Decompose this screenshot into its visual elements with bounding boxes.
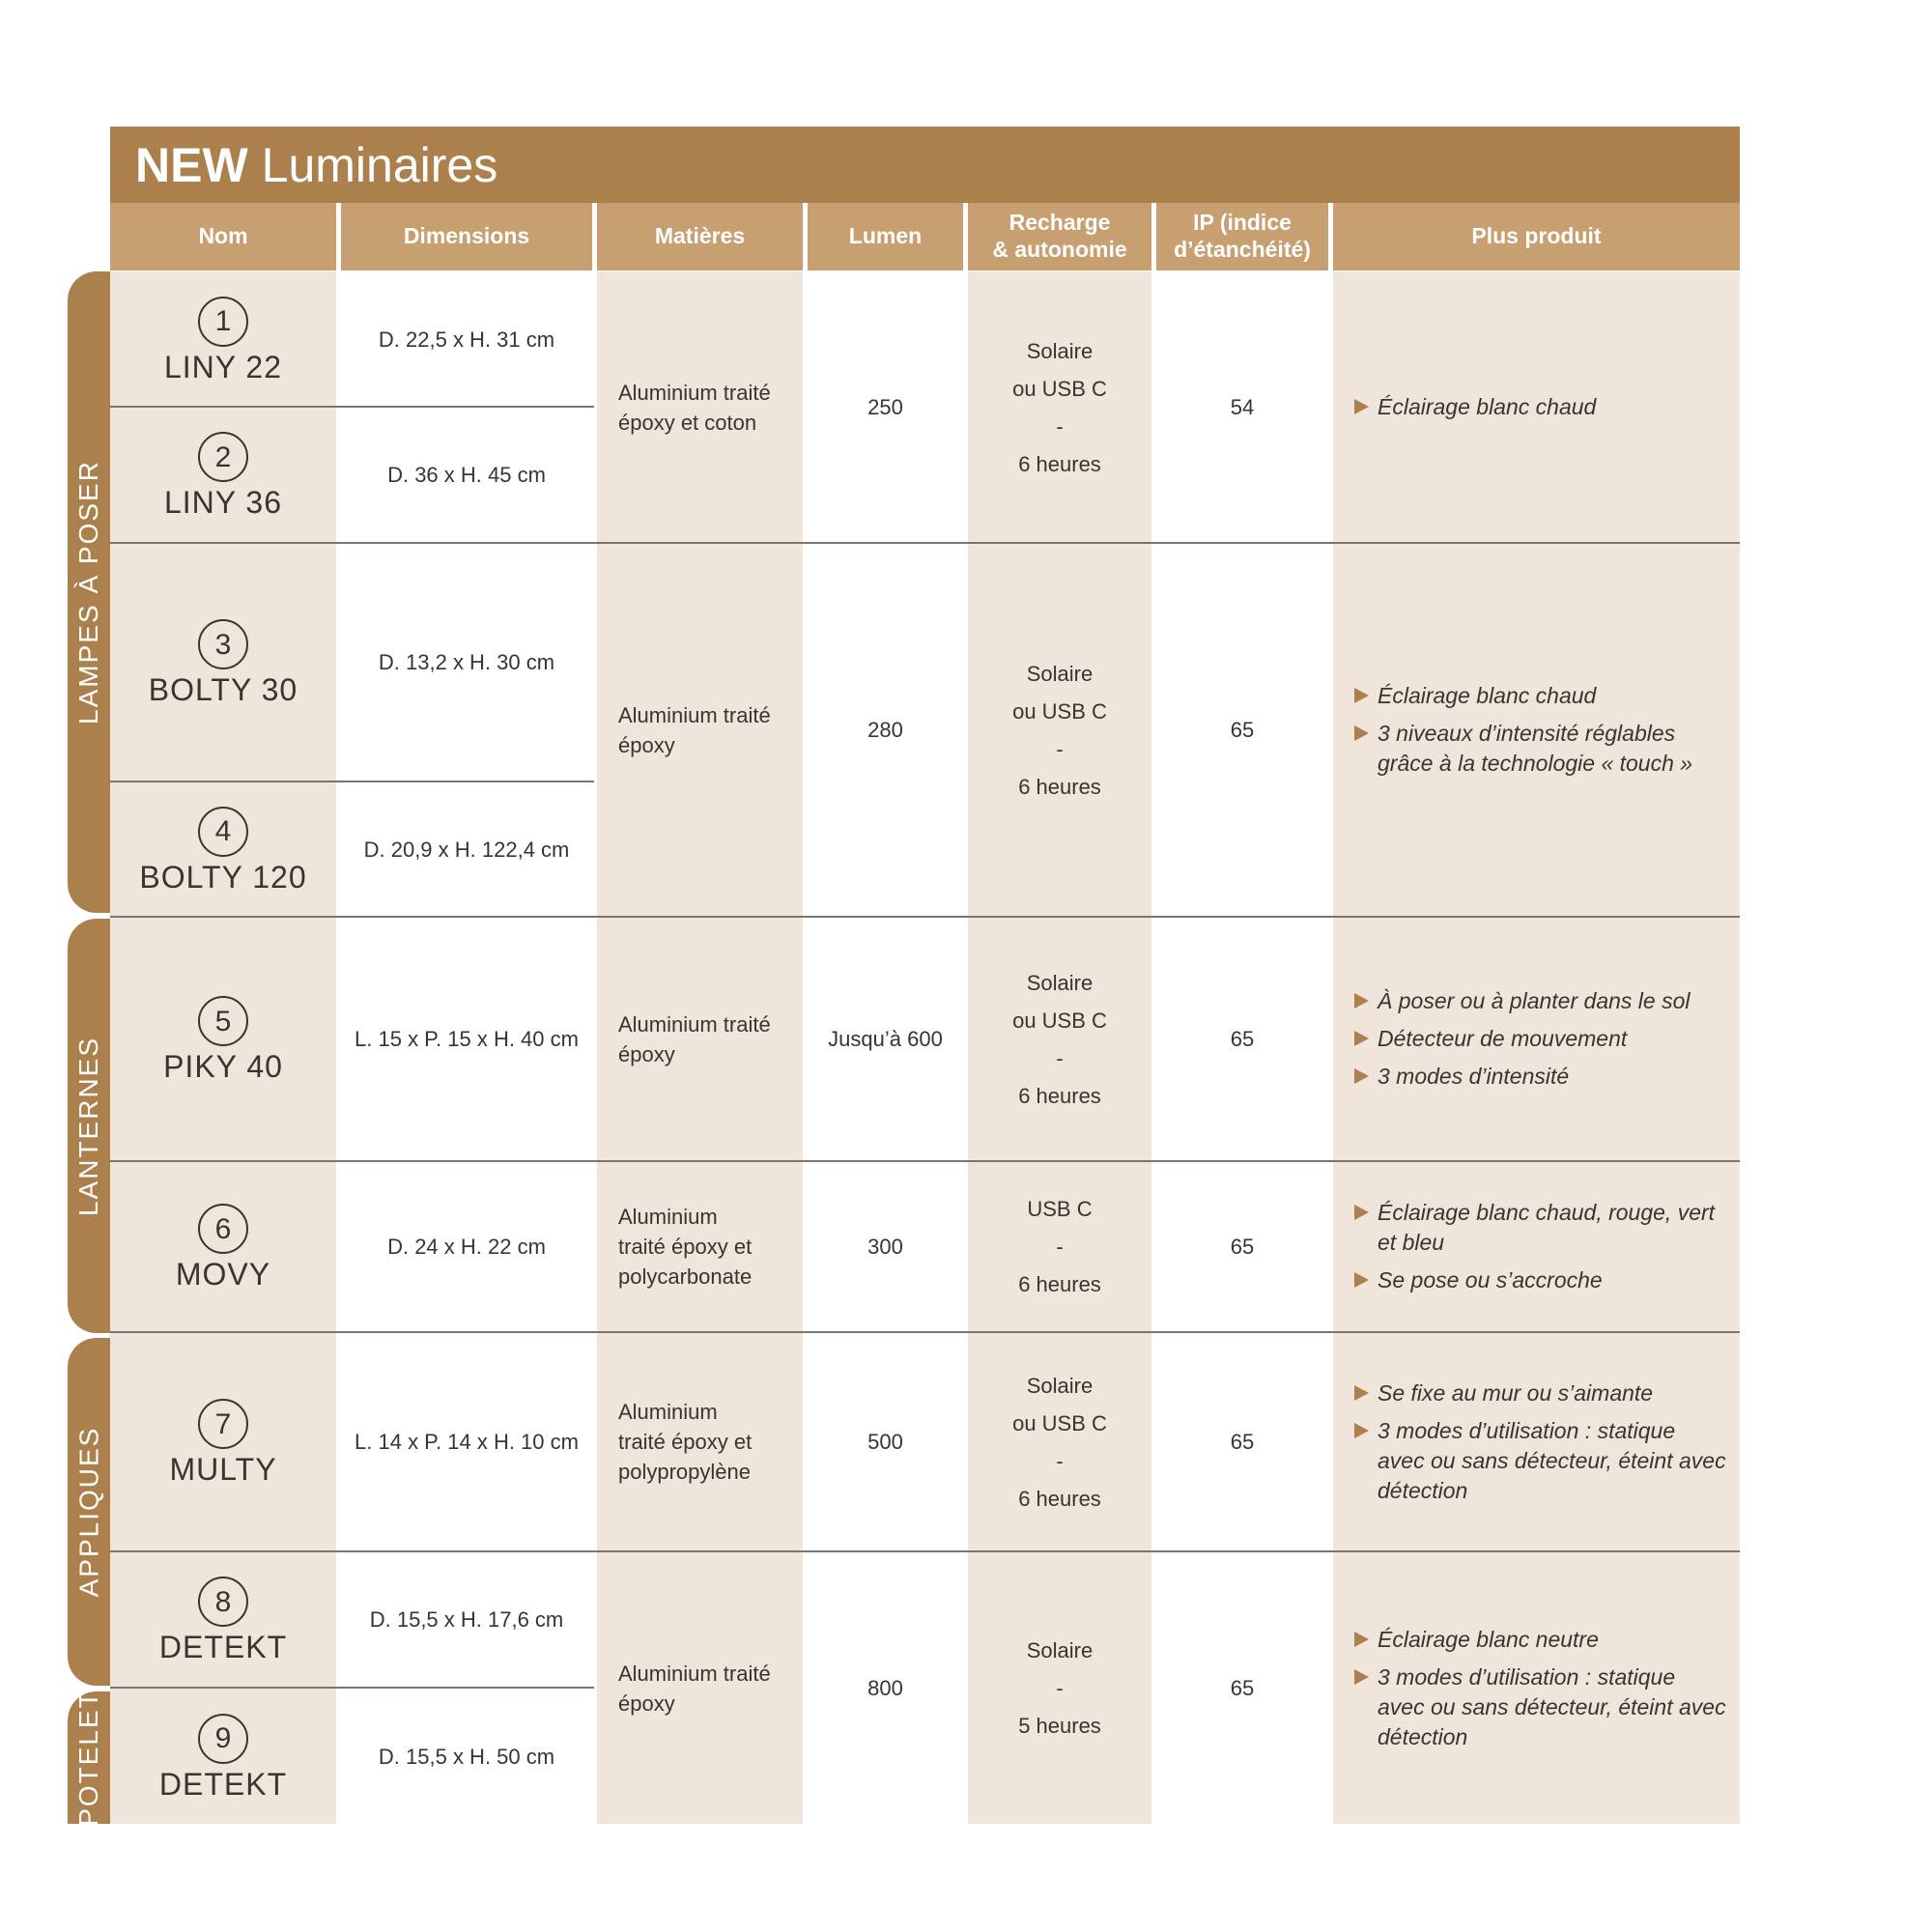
plus-produit-cell <box>1354 544 1726 916</box>
recharge-line: - <box>1056 1235 1064 1259</box>
material-line: traité époxy et <box>618 1235 753 1259</box>
category-tab-lanternes <box>68 919 110 1333</box>
header-dimensions-label: Dimensions <box>403 223 530 249</box>
material-line: Aluminium <box>618 1205 718 1229</box>
header-plus-label: Plus produit <box>1471 223 1602 249</box>
plus-item <box>1354 1416 1726 1506</box>
lumen-cell: 800 <box>867 1676 903 1700</box>
title-new: NEW <box>135 137 248 192</box>
category-label-appliques: APPLIQUES <box>73 1426 104 1598</box>
plus-item <box>1354 1625 1599 1655</box>
material-line: époxy <box>618 732 675 757</box>
plus-item-text: Éclairage blanc chaud <box>1378 394 1597 419</box>
recharge-line: USB C <box>1027 1197 1093 1221</box>
plus-produit-cell <box>1354 1552 1726 1824</box>
material-cell <box>618 1552 803 1824</box>
material-line: époxy <box>618 1041 675 1066</box>
material-line: Aluminium <box>618 1400 718 1424</box>
plus-item <box>1354 1662 1726 1752</box>
category-tab-appliques <box>68 1338 110 1686</box>
plus-item-text: Éclairage blanc chaud <box>1378 683 1597 708</box>
dimensions-cell: L. 14 x P. 14 x H. 10 cm <box>355 1430 579 1454</box>
plus-item <box>1354 392 1596 422</box>
dimensions-cell: D. 36 x H. 45 cm <box>387 463 546 487</box>
title-rest: Luminaires <box>261 137 498 192</box>
product-number: 9 <box>198 1714 248 1764</box>
plus-item-text: 3 modes d’intensité <box>1378 1064 1570 1089</box>
triangle-bullet-icon <box>1354 1272 1369 1288</box>
product-name-cell <box>110 1689 336 1824</box>
plus-item-text: Éclairage blanc neutre <box>1378 1626 1599 1652</box>
triangle-bullet-icon <box>1354 1205 1369 1220</box>
recharge-line: ou USB C <box>1012 376 1107 401</box>
material-cell <box>618 272 803 542</box>
material-line: polycarbonate <box>618 1264 753 1289</box>
header-ip-line2: d’étanchéité) <box>1174 237 1311 262</box>
recharge-line: 6 heures <box>1018 1486 1101 1511</box>
recharge-cell <box>968 918 1151 1160</box>
dimensions-cell: D. 15,5 x H. 17,6 cm <box>369 1607 564 1632</box>
product-number: 1 <box>198 297 248 347</box>
plus-item <box>1354 1062 1569 1092</box>
category-tab-potelet <box>68 1689 110 1827</box>
product-number: 4 <box>198 807 248 857</box>
product-name: BOLTY 120 <box>139 859 307 895</box>
recharge-line: ou USB C <box>1012 1008 1107 1033</box>
plus-produit-cell <box>1354 918 1726 1160</box>
page-title <box>135 127 497 203</box>
triangle-bullet-icon <box>1354 399 1369 414</box>
plus-item-text: Détecteur de mouvement <box>1378 1026 1628 1051</box>
product-name: PIKY 40 <box>163 1049 283 1084</box>
recharge-line: Solaire <box>1026 970 1094 995</box>
plus-item <box>1354 1378 1653 1408</box>
plus-item-text: Éclairage blanc chaud, rouge, vert et bleu <box>1378 1200 1716 1255</box>
material-cell <box>618 1333 803 1550</box>
material-line: Aluminium traité <box>618 702 771 727</box>
plus-item <box>1354 681 1596 711</box>
material-line: Aluminium traité <box>618 1011 771 1037</box>
plus-item-text: Se pose ou s’accroche <box>1378 1267 1603 1293</box>
product-number: 5 <box>198 996 248 1046</box>
recharge-line: - <box>1056 1676 1064 1700</box>
lumen-cell: Jusqu’à 600 <box>828 1027 943 1051</box>
recharge-line: - <box>1056 413 1064 439</box>
recharge-line: ou USB C <box>1012 698 1107 724</box>
recharge-line: 6 heures <box>1018 451 1101 476</box>
material-cell <box>618 544 803 916</box>
dimensions-cell: L. 15 x P. 15 x H. 40 cm <box>355 1027 579 1051</box>
recharge-line: Solaire <box>1026 661 1094 686</box>
lumen-cell: 250 <box>867 395 903 419</box>
triangle-bullet-icon <box>1354 1632 1369 1647</box>
product-number: 2 <box>198 432 248 482</box>
product-name: DETEKT <box>158 1630 288 1664</box>
product-name: BOLTY 30 <box>148 672 298 707</box>
product-name-cell <box>110 1333 336 1550</box>
ip-cell: 65 <box>1230 1027 1255 1051</box>
material-line: traité époxy et <box>618 1430 753 1454</box>
product-name: MULTY <box>169 1452 277 1487</box>
lumen-cell: 300 <box>867 1235 903 1259</box>
triangle-bullet-icon <box>1354 1669 1369 1685</box>
header-plus <box>1333 203 1740 270</box>
recharge-cell <box>968 544 1151 916</box>
triangle-bullet-icon <box>1354 1068 1369 1084</box>
product-number: 8 <box>198 1577 248 1627</box>
dimensions-cell: D. 20,9 x H. 122,4 cm <box>363 837 570 862</box>
triangle-bullet-icon <box>1354 688 1369 703</box>
recharge-line: 6 heures <box>1018 1083 1101 1108</box>
plus-item-text: 3 modes d’utilisation : statique avec ou sans détecteur, éteint avec détection <box>1378 1663 1726 1749</box>
header-lumen-label: Lumen <box>848 223 923 249</box>
product-name: LINY 36 <box>163 485 283 520</box>
product-name-cell <box>110 272 336 406</box>
ip-cell: 65 <box>1230 1430 1255 1454</box>
recharge-line: 6 heures <box>1018 774 1101 799</box>
product-name-cell <box>110 1162 336 1331</box>
plus-item-text: 3 niveaux d’intensité réglables grâce à la technologie « touch » <box>1378 721 1693 776</box>
lumen-cell: 500 <box>867 1430 903 1454</box>
dimensions-cell: D. 24 x H. 22 cm <box>387 1235 546 1259</box>
plus-produit-cell <box>1354 1162 1726 1331</box>
header-matieres <box>597 203 803 270</box>
product-name-cell <box>110 544 336 781</box>
triangle-bullet-icon <box>1354 725 1369 741</box>
recharge-line: Solaire <box>1026 1638 1094 1662</box>
plus-item-text: 3 modes d’utilisation : statique avec ou sans détecteur, éteint avec détection <box>1378 1417 1726 1503</box>
dimensions-cell: D. 15,5 x H. 50 cm <box>378 1744 555 1769</box>
triangle-bullet-icon <box>1354 1031 1369 1046</box>
recharge-line: - <box>1056 1045 1064 1070</box>
header-ip-line1: IP (indice <box>1193 210 1292 236</box>
product-name-cell <box>110 408 336 542</box>
category-tab-lampes <box>68 271 110 913</box>
recharge-cell <box>968 1552 1151 1824</box>
plus-produit-cell <box>1354 1333 1726 1550</box>
ip-cell: 54 <box>1230 395 1255 419</box>
material-line: époxy <box>618 1690 675 1716</box>
product-name: LINY 22 <box>163 349 283 384</box>
ip-cell: 65 <box>1230 1676 1255 1700</box>
product-number: 3 <box>198 619 248 669</box>
recharge-line: Solaire <box>1026 1373 1094 1398</box>
product-number: 6 <box>198 1204 248 1254</box>
recharge-line: ou USB C <box>1012 1410 1107 1435</box>
ip-cell: 65 <box>1230 1235 1255 1259</box>
product-name-cell <box>110 918 336 1160</box>
plus-item <box>1354 719 1726 779</box>
category-label-lampes: LAMPES À POSER <box>73 460 103 724</box>
header-lumen <box>808 203 963 270</box>
recharge-line: - <box>1056 736 1064 761</box>
recharge-line: - <box>1056 1448 1064 1473</box>
recharge-cell <box>968 1162 1151 1331</box>
material-cell <box>618 918 803 1160</box>
recharge-cell <box>968 1333 1151 1550</box>
triangle-bullet-icon <box>1354 993 1369 1009</box>
plus-item <box>1354 1024 1627 1054</box>
recharge-cell <box>968 272 1151 542</box>
recharge-line: 5 heures <box>1018 1714 1101 1738</box>
material-cell <box>618 1162 803 1331</box>
product-name: DETEKT <box>158 1766 288 1802</box>
plus-item-text: Se fixe au mur ou s’aimante <box>1378 1379 1654 1406</box>
ip-cell: 65 <box>1230 718 1255 742</box>
material-line: époxy et coton <box>618 410 757 435</box>
triangle-bullet-icon <box>1354 1385 1369 1401</box>
header-recharge-line2: & autonomie <box>992 237 1127 262</box>
material-line: Aluminium traité <box>618 380 771 405</box>
plus-item <box>1354 1265 1603 1295</box>
triangle-bullet-icon <box>1354 1423 1369 1438</box>
product-name-cell <box>110 782 336 916</box>
header-dimensions <box>341 203 592 270</box>
header-recharge-line1: Recharge <box>1009 210 1111 236</box>
product-name: MOVY <box>175 1257 271 1292</box>
plus-item <box>1354 986 1690 1016</box>
product-name-cell <box>110 1552 336 1687</box>
header-ip <box>1156 203 1328 270</box>
material-line: Aluminium traité <box>618 1661 771 1686</box>
recharge-line: Solaire <box>1026 338 1094 363</box>
dimensions-cell: D. 22,5 x H. 31 cm <box>378 327 555 352</box>
dimensions-cell: D. 13,2 x H. 30 cm <box>378 650 555 674</box>
material-line: polypropylène <box>618 1460 751 1484</box>
plus-item <box>1354 1198 1726 1258</box>
category-label-lanternes: LANTERNES <box>73 1036 104 1216</box>
product-number: 7 <box>198 1399 248 1449</box>
plus-produit-cell <box>1354 272 1726 542</box>
header-nom <box>110 203 336 270</box>
lumen-cell: 280 <box>867 718 903 742</box>
header-matieres-label: Matières <box>654 223 746 249</box>
plus-item-text: À poser ou à planter dans le sol <box>1378 988 1690 1013</box>
header-nom-label: Nom <box>198 223 248 249</box>
category-label-potelet: POTELET <box>73 1689 103 1827</box>
recharge-line: 6 heures <box>1018 1272 1101 1296</box>
header-recharge <box>968 203 1151 270</box>
